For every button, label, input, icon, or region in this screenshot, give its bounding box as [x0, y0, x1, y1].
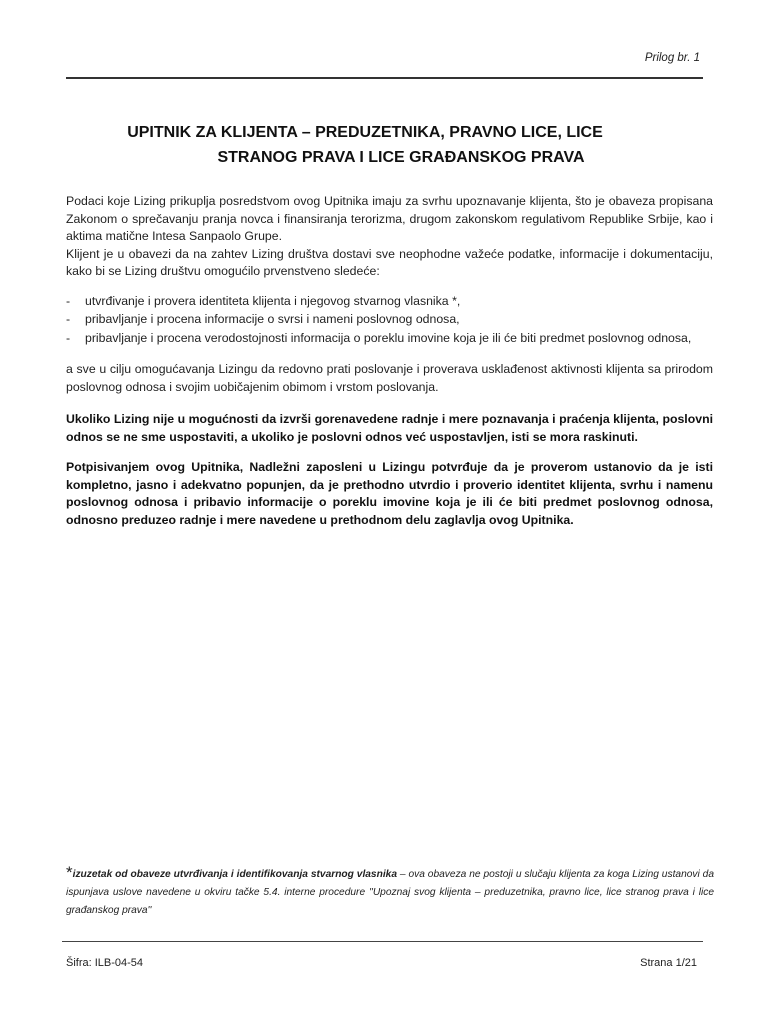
attachment-reference: Prilog br. 1 — [644, 52, 700, 64]
monitoring-paragraph: a sve u cilju omogućavanja Lizingu da redovno prati poslovanje i proverava usklađenost aktivnosti klijenta sa prirodom poslovnog odnosa i svojim uobičajenim obimom i vrstom poslovanja. — [66, 362, 713, 394]
document-title — [66, 120, 726, 170]
list-item — [66, 329, 713, 348]
title-line-1: UPITNIK ZA KLIJENTA – PREDUZETNIKA, PRAVNO LICE, LICE — [127, 124, 603, 141]
list-item-text: pribavljanje i procena informacije o svrsi i nameni poslovnog odnosa, — [85, 312, 460, 326]
warning-paragraph: Ukoliko Lizing nije u mogućnosti da izvrši gorenavedene radnje i mere poznavanja i praćenja klijenta, poslovni odnos se ne sme uspostaviti, a ukoliko je poslovni odnos već uspostavljen, isti se mora raskinuti. — [66, 412, 713, 444]
footnote — [66, 863, 714, 920]
footer-divider — [62, 941, 703, 942]
signature-confirmation-paragraph: Potpisivanjem ovog Upitnika, Nadležni zaposleni u Lizingu potvrđuje da je proverom ustanovio da je isti kompletno, jasno i adekvatno popunjen, da je prethodno utvrdio i proverio identitet klijenta, svrhu i namenu poslovnog odnosa i pribavio informacije o poreklu imovine koja je ili će biti predmet poslovnog odnosa, odnosno preduzeo radnje i mere navedene u prethodnom delu zaglavlja ovog Upitnika. — [66, 460, 713, 527]
footnote-text: – ova obaveza ne postoji u slučaju klijenta za koga Lizing ustanovi da ispunjava uslove navedene u okviru tačke 5.4. interne procedure ''Upoznaj svog klijenta – preduzetnika, pravno lice, lice stranog prava i lice građanskog prava'' — [66, 869, 714, 916]
list-item — [66, 310, 713, 329]
list-item — [66, 292, 713, 311]
page-number: Strana 1/21 — [640, 957, 697, 969]
footnote-marker: * — [66, 863, 73, 882]
list-dash: - — [66, 330, 71, 345]
intro-paragraph: Podaci koje Lizing prikuplja posredstvom ovog Upitnika imaju za svrhu upoznavanje klijenta, što je obaveza propisana Zakonom o sprečavanju pranja novca i finansiranja terorizma, drugom zakonskom regulativom Republike Srbije, kao i aktima matične Intesa Sanpaolo Grupe. — [66, 194, 713, 243]
list-dash: - — [66, 293, 71, 308]
list-item-text: pribavljanje i procena verodostojnosti informacija o poreklu imovine koja je ili će biti predmet poslovnog odnosa, — [85, 330, 692, 345]
requirements-list — [66, 292, 713, 348]
header-divider — [66, 77, 703, 79]
footnote-heading: izuzetak od obaveze utvrđivanja i identifikovanja stvarnog vlasnika — [72, 869, 397, 880]
document-body — [66, 193, 713, 529]
list-item-text: utvrđivanje i provera identiteta klijenta i njegovog stvarnog vlasnika *, — [85, 293, 461, 308]
document-code: Šifra: ILB-04-54 — [66, 957, 144, 969]
title-line-2: STRANOG PRAVA I LICE GRAĐANSKOG PRAVA — [217, 149, 585, 166]
list-dash: - — [66, 312, 71, 326]
obligation-paragraph: Klijent je u obavezi da na zahtev Lizing društva dostavi sve neophodne važeće podatke, informacije i dokumentaciju, kako bi se Lizing društvu omogućilo prvenstveno sledeće: — [66, 246, 713, 278]
